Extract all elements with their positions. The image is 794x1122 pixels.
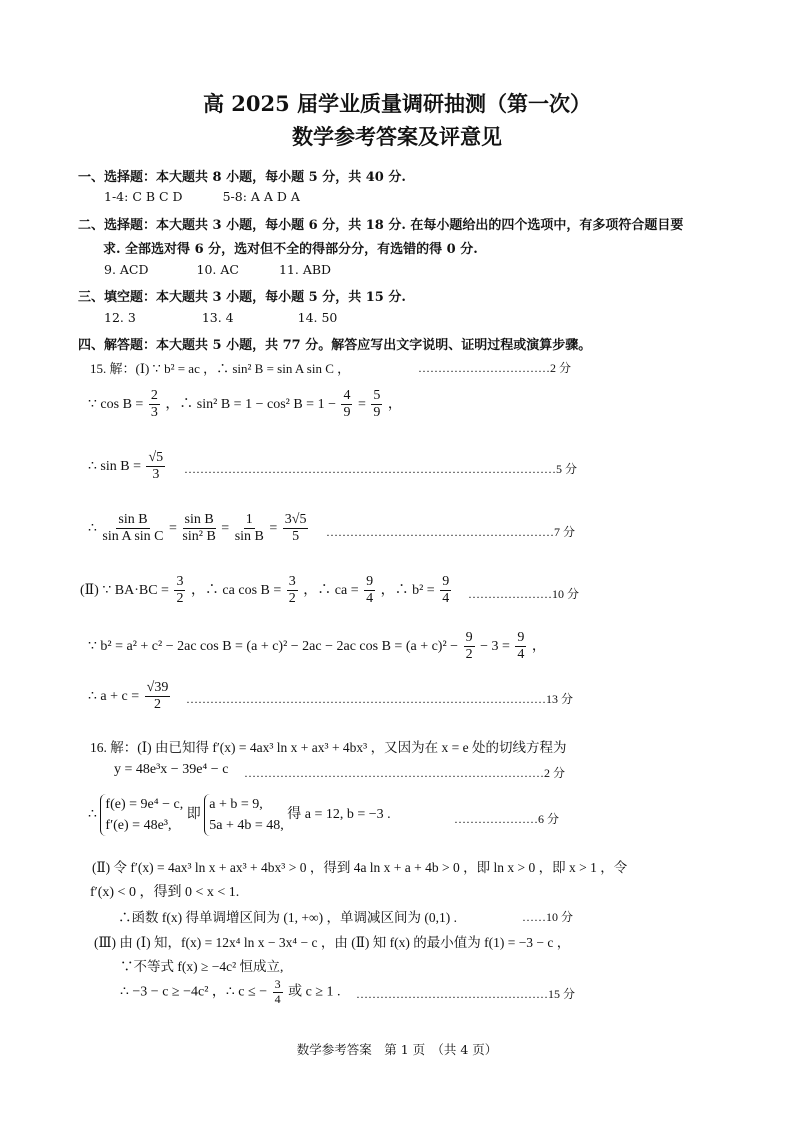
answers-5-8: 5-8: A A D A [222, 189, 300, 204]
q15-line-3: ∴ sin B = $\frac{√5}{3}$ [88, 450, 164, 483]
q16-line-1: 16. 解：(Ⅰ) 由已知得 f′(x) = 4ax³ ln x + ax³ + 4bx³ ，又因为在 x = e 处的切线方程为 [90, 740, 567, 755]
q15-score-10: …………………10 分 [468, 587, 580, 601]
page-subtitle: 数学参考答案及评意见 [292, 124, 502, 149]
section-3-answers [104, 310, 337, 325]
q15-line-6: ∵ b² = a² + c² − 2ac cos B = (a + c)² − 2ac − 2ac cos B = (a + c)² − $\frac{9}{2}$ − 3 = $\frac{9}{4}$ ， [88, 630, 546, 663]
section-3-heading: 三、填空题：本大题共 3 小题，每小题 5 分，共 15 分. [78, 290, 406, 305]
q15-score-7: …………………………………………………7 分 [326, 525, 576, 539]
section-2-heading-l2: 求. 全部选对得 6 分，选对但不全的得部分分，有选错的得 0 分. [103, 242, 478, 257]
section-1-answers [104, 189, 300, 204]
q15-line-7: ∴ a + c = $\frac{√39}{2}$ [88, 680, 169, 713]
answer-10: 10. AC [196, 262, 239, 277]
section-2-heading-l1: 二、选择题：本大题共 3 小题，每小题 6 分，共 18 分. 在每小题给出的四个选项中，有多项符合题目要 [78, 218, 684, 233]
answer-9: 9. ACD [104, 262, 149, 277]
q15-line-5: (Ⅱ) ∵ BA·BC = $\frac{3}{2}$ ，∴ ca cos B = $\frac{3}{2}$ ，∴ ca = $\frac{9}{4}$ ，∴ b² = $\frac{9}{4}$ [80, 574, 450, 607]
answers-1-4: 1-4: C B C D [104, 189, 183, 204]
answer-11: 11. ABD [278, 262, 332, 277]
page-title: 高 2025 届学业质量调研抽测（第一次） [202, 91, 592, 116]
section-1-heading: 一、选择题：本大题共 8 小题，每小题 5 分，共 40 分. [78, 170, 406, 185]
page-footer: 数学参考答案 第 1 页 （共 4 页） [296, 1042, 498, 1057]
q15-score-2: ……………………………2 分 [418, 361, 572, 375]
q16-score-6: …………………6 分 [454, 812, 560, 826]
q15-score-5: …………………………………………………………………………………5 分 [184, 462, 578, 476]
q16-line-9: ∴ −3 − c ≥ −4c² ，∴ c ≤ − $\frac{3}{4}$ 或 c ≥ 1 . [120, 977, 341, 1006]
q16-line-7: (Ⅲ) 由 (Ⅰ) 知，f(x) = 12x⁴ ln x − 3x⁴ − c ，由 (Ⅱ) 知 f(x) 的最小值为 f(1) = −3 − c ， [94, 935, 571, 950]
q16-line-6: ∴函数 f(x) 得单调增区间为 (1, +∞) ，单调减区间为 (0,1) . [118, 910, 457, 925]
q15-score-13: ………………………………………………………………………………13 分 [186, 692, 574, 706]
section-2-answers [104, 262, 331, 277]
q16-line-3: ∴ f(e) = 9e⁴ − c, f′(e) = 48e³, 即 a + b = 9, 5a + 4b = 48, 得 a = 12, b = −3 . [88, 794, 391, 836]
q16-line-2: y = 48e³x − 39e⁴ − c [114, 762, 229, 777]
q16-score-10: ……10 分 [522, 910, 574, 924]
answer-12: 12. 3 [104, 310, 136, 325]
q15-line-1: 15. 解：(Ⅰ) ∵ b² = ac ，∴ sin² B = sin A sin C ， [90, 361, 351, 376]
q16-score-2: …………………………………………………………………2 分 [244, 766, 566, 780]
q16-line-4: (Ⅱ) 令 f′(x) = 4ax³ ln x + ax³ + 4bx³ > 0 ，得到 4a ln x + a + 4b > 0 ，即 ln x > 0 ，即 x > 1 ，令 [92, 860, 628, 875]
q16-line-5: f′(x) < 0 ，得到 0 < x < 1. [90, 885, 240, 900]
q16-line-8: ∵不等式 f(x) ≥ −4c² 恒成立, [120, 959, 284, 974]
answer-13: 13. 4 [201, 310, 234, 325]
q15-line-4: ∴ $\frac{\text{sin B}}{\text{sin A sin C}}$ = $\frac{\text{sin B}}{\text{sin² B}}$ = $\frac{1}{\text{sin B}}$ = $\frac{3√5}{5}$ [88, 512, 307, 545]
section-4-heading: 四、解答题：本大题共 5 小题，共 77 分。解答应写出文字说明、证明过程或演算步骤。 [78, 338, 592, 353]
q15-line-2: ∵ cos B = $\frac{2}{3}$ ，∴ sin² B = 1 − cos² B = 1 − $\frac{4}{9}$ = $\frac{5}{9}$ ， [88, 388, 402, 421]
answer-14: 14. 50 [297, 310, 338, 325]
q16-score-15: …………………………………………15 分 [356, 987, 576, 1001]
